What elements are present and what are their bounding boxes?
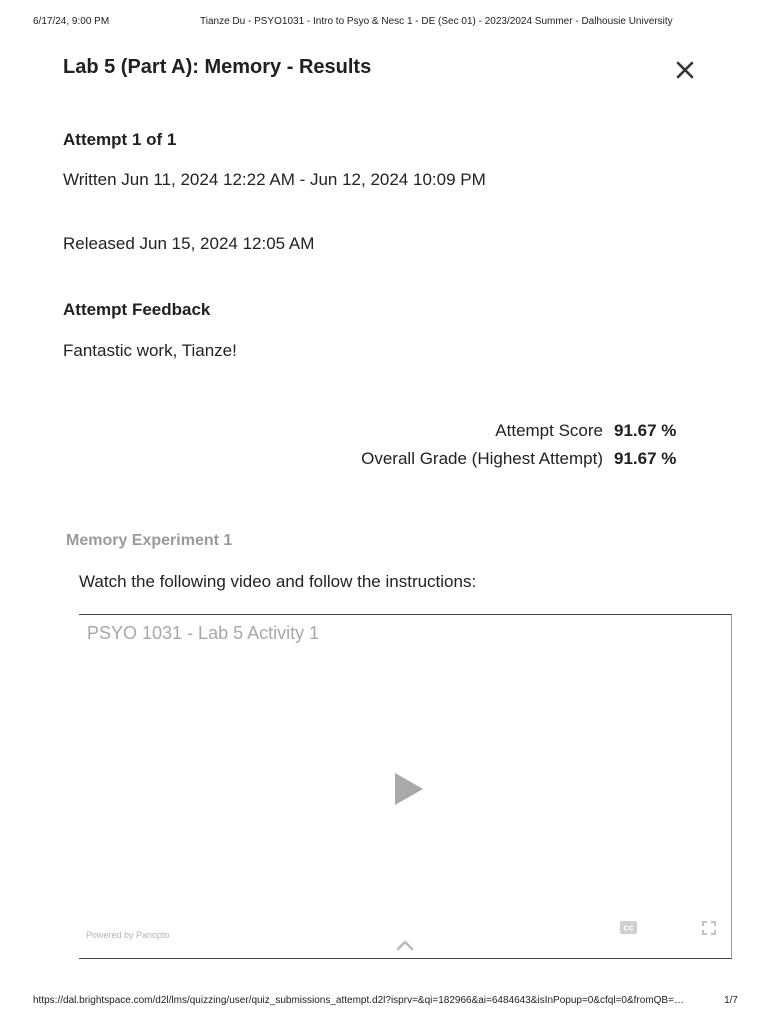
print-header xyxy=(33,16,738,30)
video-player[interactable] xyxy=(79,614,732,959)
fullscreen-icon xyxy=(702,921,716,935)
section-instruction: Watch the following video and follow the instructions: xyxy=(79,572,477,591)
page-title: Lab 5 (Part A): Memory - Results xyxy=(63,56,372,78)
chevron-up-icon xyxy=(396,939,414,951)
page-number: 1/7 xyxy=(724,995,738,1006)
close-icon xyxy=(673,58,697,82)
released-date: Released Jun 15, 2024 12:05 AM xyxy=(63,234,315,253)
expand-controls-button[interactable] xyxy=(396,938,414,950)
video-title[interactable]: PSYO 1031 - Lab 5 Activity 1 xyxy=(87,623,320,643)
closed-captions-icon xyxy=(620,921,637,934)
fullscreen-button[interactable] xyxy=(702,921,716,935)
close-button[interactable] xyxy=(673,58,697,82)
attempt-heading: Attempt 1 of 1 xyxy=(63,130,177,149)
closed-captions-button[interactable] xyxy=(620,921,637,934)
feedback-text: Fantastic work, Tianze! xyxy=(63,341,237,360)
play-button[interactable] xyxy=(393,771,425,807)
page-url: https://dal.brightspace.com/d2l/lms/quizzing/user/quiz_submissions_attempt.d2l?isprv=&qi=182966&ai=6484643&isInPopup=0&cfql=0&fromQB=… xyxy=(33,995,684,1006)
overall-grade-label: Overall Grade (Highest Attempt) xyxy=(361,449,603,468)
section-title: Memory Experiment 1 xyxy=(66,532,233,549)
svg-text:CC: CC xyxy=(623,924,634,933)
attempt-score-label: Attempt Score xyxy=(495,421,603,440)
powered-by-panopto[interactable]: Powered by Panopto xyxy=(86,930,170,940)
attempt-score-row xyxy=(495,421,678,441)
feedback-heading: Attempt Feedback xyxy=(63,300,211,319)
overall-grade-value: 91.67 % xyxy=(614,449,677,468)
print-footer xyxy=(33,995,738,1009)
attempt-score-value: 91.67 % xyxy=(614,421,677,440)
overall-grade-row xyxy=(361,449,678,469)
print-document-title: Tianze Du - PSYO1031 - Intro to Psyo & Nesc 1 - DE (Sec 01) - 2023/2024 Summer - Dalhousie University xyxy=(200,16,673,27)
print-date: 6/17/24, 9:00 PM xyxy=(33,16,110,27)
play-icon xyxy=(393,771,425,807)
written-dates: Written Jun 11, 2024 12:22 AM - Jun 12, 2024 10:09 PM xyxy=(63,170,486,189)
